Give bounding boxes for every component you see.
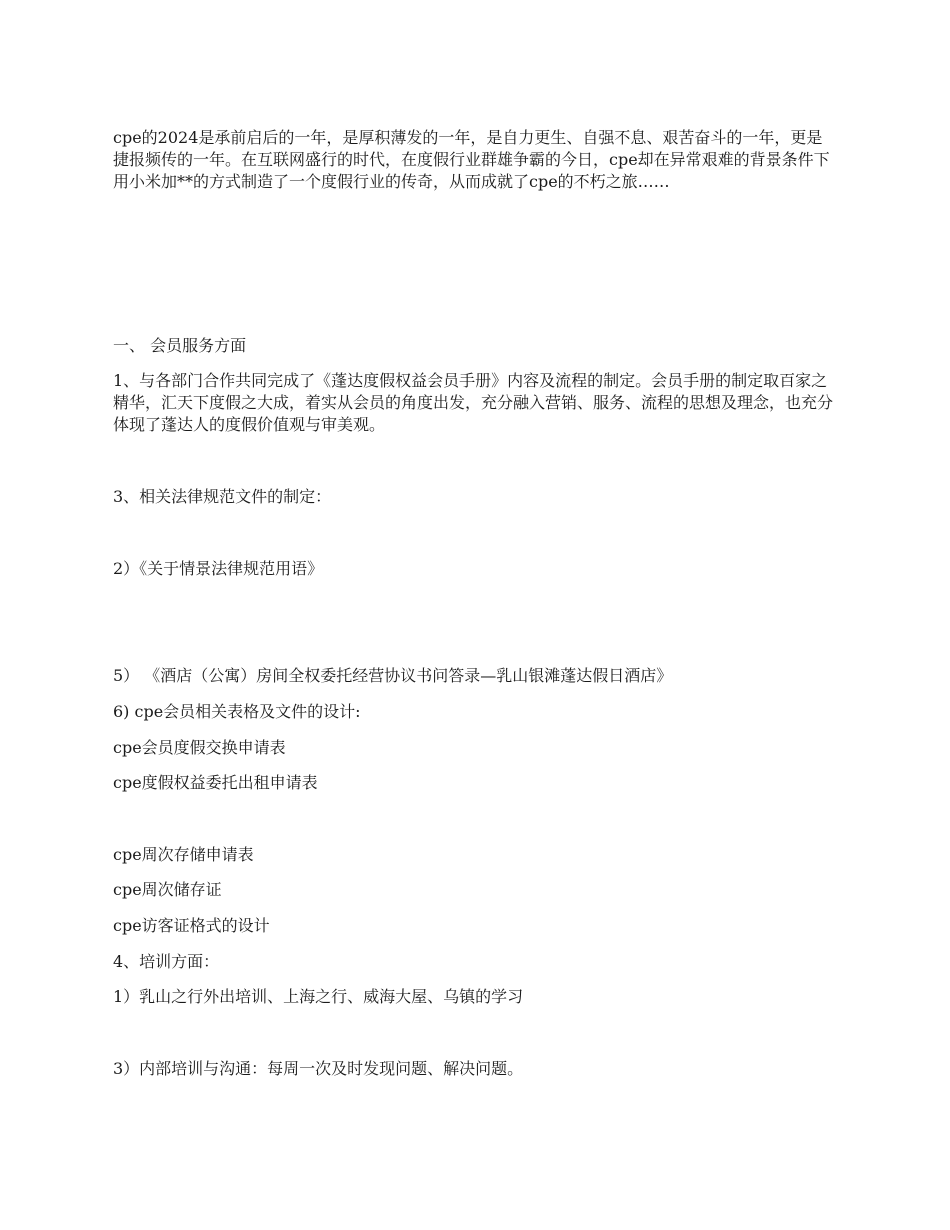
form-item: cpe访客证格式的设计 — [113, 916, 270, 935]
form-item: cpe会员度假交换申请表 — [113, 738, 286, 757]
form-item: cpe周次存储申请表 — [113, 845, 254, 864]
item-3-6: 6) cpe会员相关表格及文件的设计: — [113, 702, 361, 721]
item-3-5: 5） 《酒店（公寓）房间全权委托经营协议书问答录—乳山银滩蓬达假日酒店》 — [113, 666, 673, 685]
form-item: cpe度假权益委托出租申请表 — [113, 773, 318, 792]
item-3-heading: 3、相关法律规范文件的制定： — [113, 487, 332, 506]
intro-paragraph: cpe的2024是承前启后的一年，是厚积薄发的一年，是自力更生、自强不息、艰苦奋斗的一年，更是捷报频传的一年。在互联网盛行的时代，在度假行业群雄争霸的今日，cpe却在异常艰难的背景条件下用小米加**的方式制造了一个度假行业的传奇，从而成就了cpe的不朽之旅…… — [113, 128, 830, 191]
item-4-heading: 4、培训方面： — [113, 952, 220, 971]
item-4-3: 3）内部培训与沟通：每周一次及时发现问题、解决问题。 — [113, 1059, 524, 1078]
section-heading-member-service: 一、 会员服务方面 — [113, 336, 247, 355]
form-item: cpe周次储存证 — [113, 880, 222, 899]
item-1-paragraph: 1、与各部门合作共同完成了《蓬达度假权益会员手册》内容及流程的制定。会员手册的制定取百家之精华，汇天下度假之大成，着实从会员的角度出发，充分融入营销、服务、流程的思想及理念，也充分体现了蓬达人的度假价值观与审美观。 — [113, 371, 834, 434]
item-4-1: 1）乳山之行外出培训、上海之行、威海大屋、乌镇的学习 — [113, 987, 524, 1006]
item-3-2: 2）《关于情景法律规范用语》 — [113, 559, 324, 578]
